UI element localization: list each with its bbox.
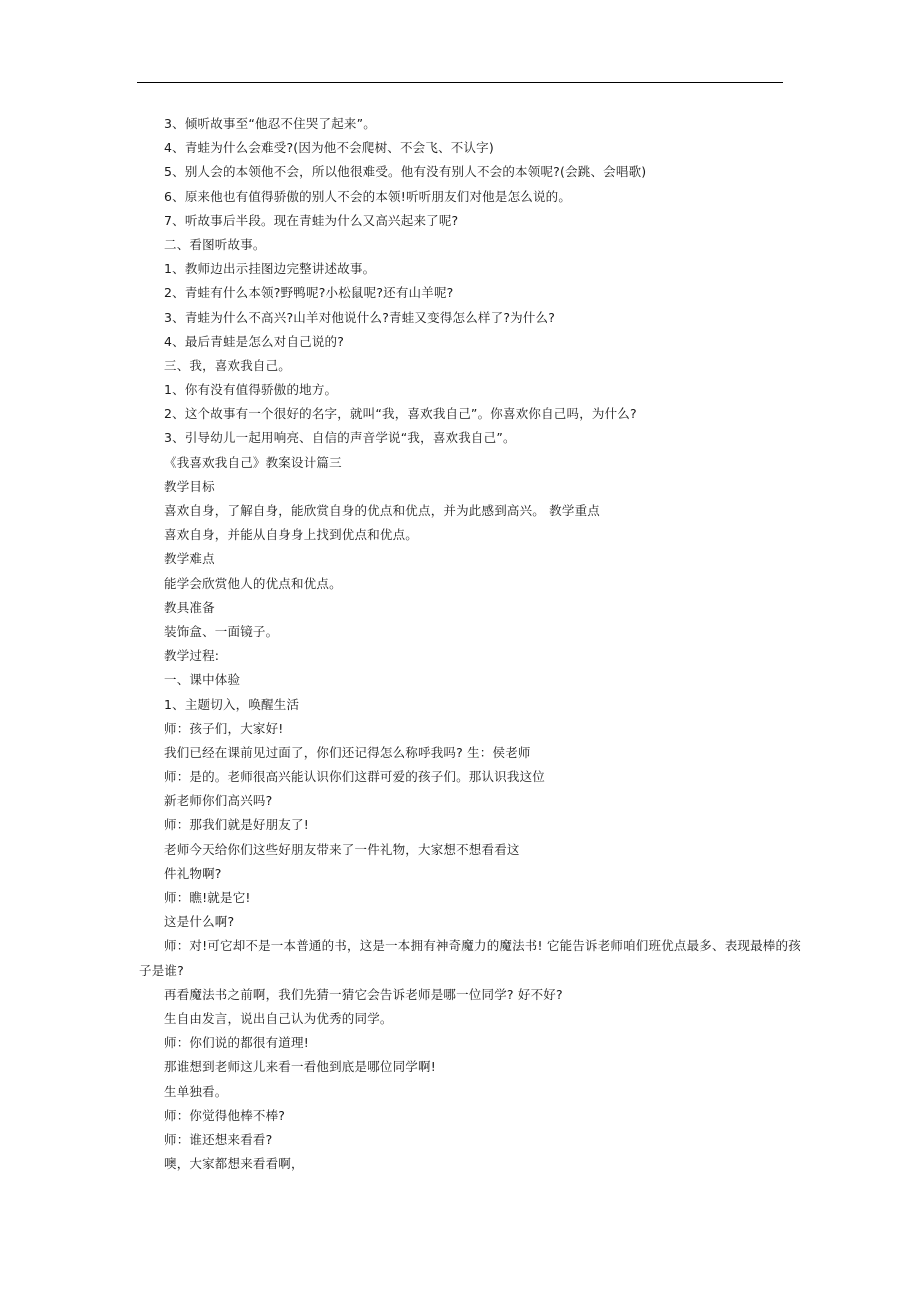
text-line: 教具准备 [164,599,215,615]
text-line: 4、最后青蛙是怎么对自己说的? [164,333,345,349]
text-line: 5、别人会的本领他不会，所以他很难受。他有没有别人不会的本领呢?(会跳、会唱歌) [164,164,647,180]
text-line: 老师今天给你们这些好朋友带来了一件礼物，大家想不想看看这 [164,841,520,857]
section-heading: 一、课中体验 [164,672,241,688]
text-line: 师：瞧!就是它! [164,890,251,905]
document-body [139,112,801,1176]
text-line: 教学难点 [164,551,215,567]
text-line: 师：对!可它却不是一本普通的书，这是一本拥有神奇魔力的魔法书! 它能告诉老师咱们班优点最多、表现最棒的孩 [164,938,801,954]
text-line: 2、这个故事有一个很好的名字，就叫“我，喜欢我自己”。你喜欢你自己吗，为什么? [164,406,637,422]
section-title: 《我喜欢我自己》教案设计篇三 [164,454,342,470]
text-line: 4、青蛙为什么会难受?(因为他不会爬树、不会飞、不认字) [164,140,494,156]
text-line: 1、教师边出示挂图边完整讲述故事。 [164,261,376,277]
text-line: 1、你有没有值得骄傲的地方。 [164,382,338,398]
text-line: 我们已经在课前见过面了，你们还记得怎么称呼我吗? 生：侯老师 [164,744,531,760]
text-line: 师：你们说的都很有道理! [164,1035,309,1051]
text-line: 师：孩子们，大家好! [164,720,284,736]
text-line: 7、听故事后半段。现在青蛙为什么又高兴起来了呢? [164,212,459,228]
text-line: 子是谁? [139,962,184,978]
text-line: 2、青蛙有什么本领?野鸭呢?小松鼠呢?还有山羊呢? [164,285,454,301]
text-line: 生单独看。 [164,1083,228,1099]
text-line: 生自由发言，说出自己认为优秀的同学。 [164,1010,393,1026]
text-line: 3、引导幼儿一起用响亮、自信的声音学说“我，喜欢我自己”。 [164,430,516,446]
text-line: 师：是的。老师很高兴能认识你们这群可爱的孩子们。那认识我这位 [164,769,546,785]
text-line: 喜欢自身，了解自身，能欣赏自身的优点和优点，并为此感到高兴。 教学重点 [164,503,600,518]
text-line: 再看魔法书之前啊，我们先猜一猜它会告诉老师是哪一位同学? 好不好? [164,986,563,1002]
text-line: 喜欢自身，并能从自身身上找到优点和优点。 [164,527,419,543]
text-line: 新老师你们高兴吗? [164,793,273,809]
text-line: 师：谁还想来看看? [164,1131,273,1147]
text-line: 这是什么啊? [164,914,235,930]
text-line: 装饰盒、一面镜子。 [164,623,279,639]
text-line: 教学过程: [164,648,220,664]
text-line: 3、倾听故事至“他忍不住哭了起来”。 [164,116,377,131]
text-line: 6、原来他也有值得骄傲的别人不会的本领!听听朋友们对他是怎么说的。 [164,188,572,204]
text-line: 1、主题切入，唤醒生活 [164,696,300,712]
section-heading: 二、看图听故事。 [164,236,266,252]
text-line: 师：那我们就是好朋友了! [164,817,309,833]
text-line: 噢，大家都想来看看啊， [164,1156,304,1172]
text-line: 3、青蛙为什么不高兴?山羊对他说什么?青蛙又变得怎么样了?为什么? [164,309,556,325]
text-line: 件礼物啊? [164,865,222,881]
text-line: 能学会欣赏他人的优点和优点。 [164,575,342,591]
text-line: 师：你觉得他棒不棒? [164,1107,286,1123]
text-line: 那谁想到老师这儿来看一看他到底是哪位同学啊! [164,1059,436,1075]
text-line: 教学目标 [164,478,215,494]
header-rule [137,82,783,83]
section-heading: 三、我，喜欢我自己。 [164,357,292,373]
